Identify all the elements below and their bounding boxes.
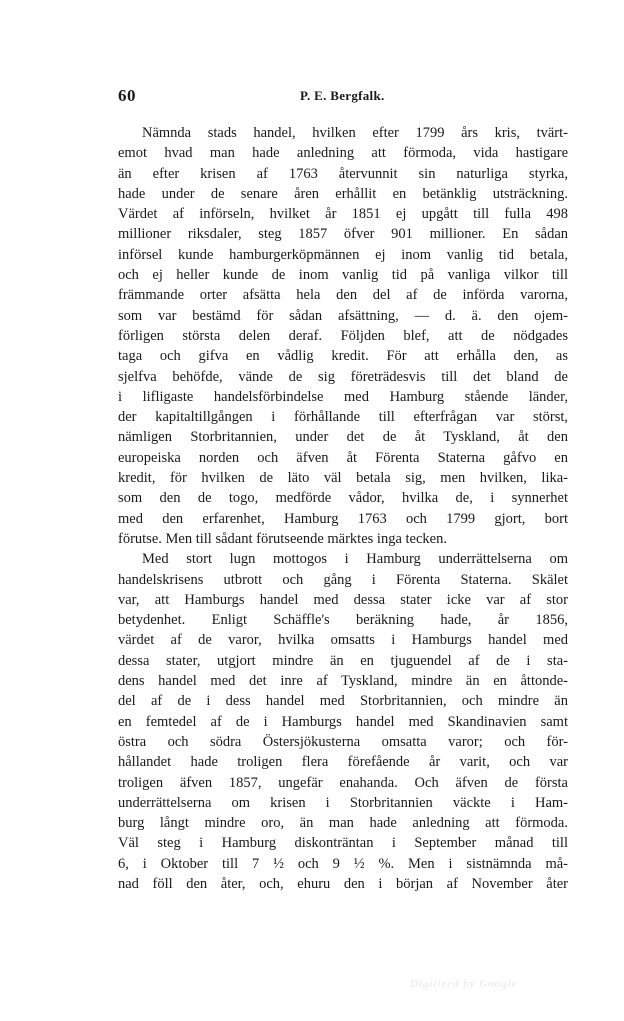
text-line: troligen äfven 1857, ungefär enahanda. Och äfven de första [118,774,568,791]
text-line: än efter krisen af 1763 återvunnit sin naturliga styrka, [118,165,568,182]
text-line: 6, i Oktober till 7 ½ och 9 ½ %. Men i sistnämnda må- [118,855,568,872]
body-text [118,123,568,894]
text-line: hade under de senare åren erhållit en betänklig utsträckning. [118,185,568,202]
text-line: underrättelserna om krisen i Storbritannien väckte i Ham- [118,794,568,811]
text-line: Värdet af införseln, hvilket år 1851 ej upgått till fulla 498 [118,206,568,223]
text-line: handelskrisens utbrott och gång i Förenta Staterna. Skälet [118,571,568,588]
text-line: betydenhet. Enligt Schäffle's beräkning hade, år 1856, [118,612,568,629]
text-line: kredit, för hvilken de läto väl betala sig, men hvilken, lika- [118,470,568,487]
text-line: Väl steg i Hamburg diskonträntan i September månad till [118,835,568,852]
watermark: Digitized by Google [410,978,518,990]
text-line: värdet af de varor, hvilka omsatts i Hamburgs handel med [118,632,568,649]
text-line: som den de togo, medförde vådor, hvilka de, i synnerhet [118,490,568,507]
text-line: förutse. Men till sådant förutseende märktes inga tecken. [118,530,447,547]
text-line: hållandet hade troligen flera förefående år varit, och var [118,754,568,771]
page-header [118,86,568,110]
text-line: Nämnda stads handel, hvilken efter 1799 års kris, tvärt- [142,125,568,141]
text-line: taga och gifva en vådlig kredit. För att erhålla den, as [118,348,568,365]
text-line: burg långt mindre oro, än man hade anledning att förmoda. [118,815,568,832]
text-line: med den erfarenhet, Hamburg 1763 och 1799 gjort, bort [118,510,568,527]
text-line: som var bestämd för sådan afsättning, — d. ä. den ojem- [118,307,568,324]
text-line: sjelfva behöfde, vände de sig företrädesvis till det bland de [118,368,568,385]
text-line: en femtedel af de i Hamburgs handel med Skandinavien samt [118,713,568,730]
text-line: Med stort lugn mottogos i Hamburg underrättelserna om [142,551,568,568]
text-line: del af de i dess handel med Storbritannien, och mindre än [118,693,568,710]
text-line: i lifligaste handelsförbindelse med Hamburg stående länder, [118,388,568,405]
text-line: nämligen Storbritannien, under det de åt Tyskland, åt den [118,429,568,446]
text-line: millioner riksdaler, steg 1857 öfver 901 millioner. En sådan [118,226,568,243]
text-line: främmande orter afsätta hela den del af de införda varorna, [118,287,568,304]
page-number: 60 [118,86,136,105]
text-line: dens handel med det inre af Tyskland, mindre än en åttonde- [118,673,568,690]
running-head: P. E. Bergfalk. [300,88,385,103]
text-line: förligen största delen deraf. Följden blef, att de nödgades [118,327,568,344]
text-line: emot hvad man hade anledning att förmoda, vida hastigare [118,145,568,162]
text-line: der kapitaltillgången i förhållande till efterfrågan var störst, [118,409,568,426]
text-line: dessa stater, utgjort mindre än en tjuguendel af de i sta- [118,652,568,669]
text-line: östra och södra Östersjökusterna omsatta varor; och för- [118,733,568,750]
text-line: införsel kunde hamburgerköpmännen ej inom vanlig tid betala, [118,246,568,263]
text-line: europeiska norden och äfven åt Förenta Staterna gåfvo en [118,449,568,466]
text-line: nad föll den åter, och, ehuru den i början af November åter [118,875,568,892]
text-line: var, att Hamburgs handel med dessa stater icke var af stor [118,591,568,608]
text-line: och ej heller kunde de inom vanlig tid på vanliga vilkor till [118,267,568,284]
